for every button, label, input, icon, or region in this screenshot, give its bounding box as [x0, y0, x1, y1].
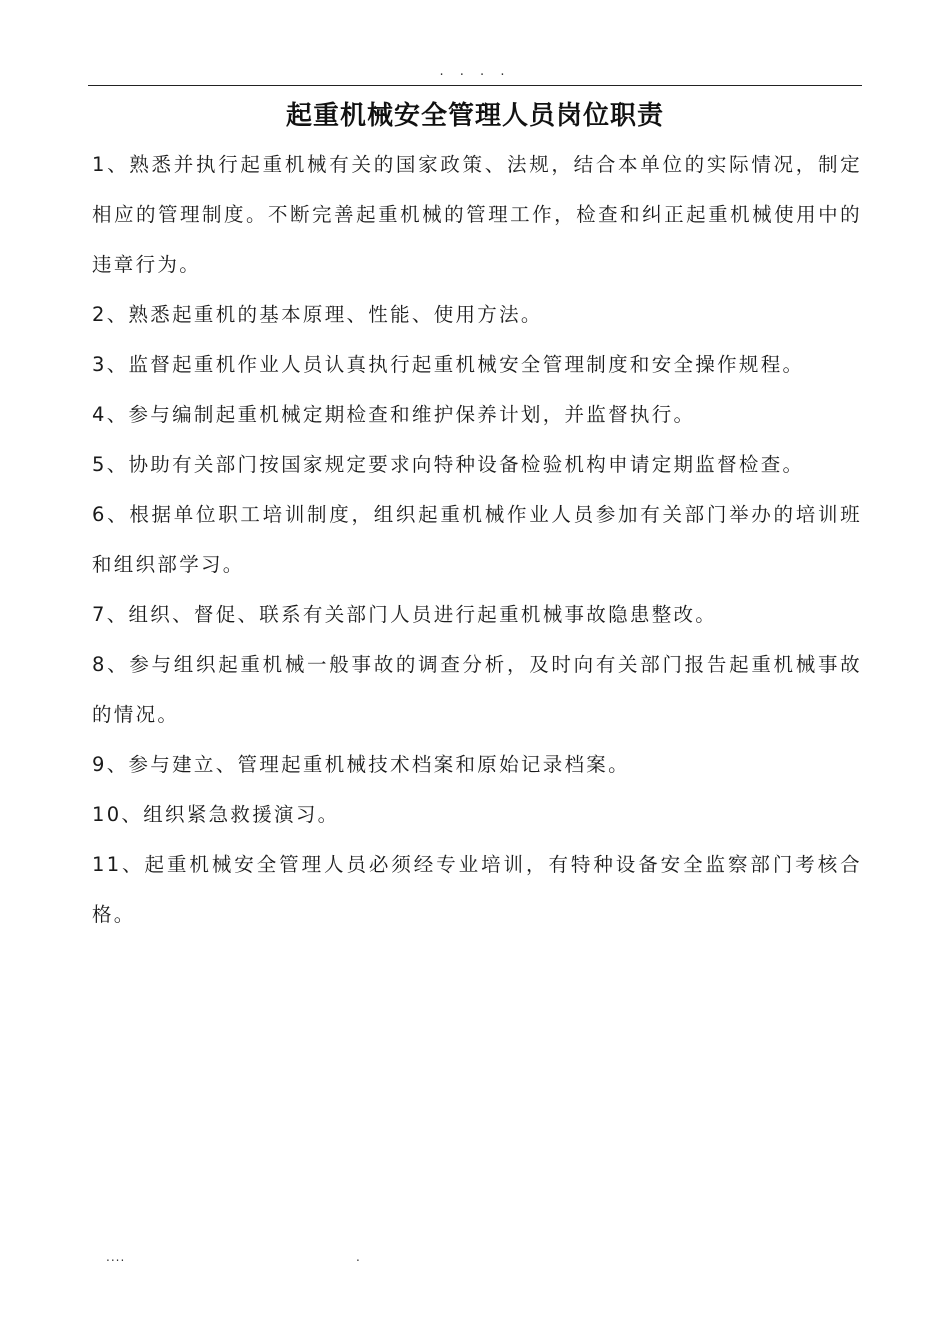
duty-item-8: 8、参与组织起重机械一般事故的调查分析，及时向有关部门报告起重机械事故的情况。: [92, 653, 862, 726]
duty-item-11: 11、起重机械安全管理人员必须经专业培训，有特种设备安全监察部门考核合格。: [92, 853, 862, 926]
duty-item-6: 6、根据单位职工培训制度，组织起重机械作业人员参加有关部门举办的培训班和组织部学习。: [92, 503, 862, 576]
document-title: 起重机械安全管理人员岗位职责: [285, 101, 664, 131]
duty-item-1: 1、熟悉并执行起重机械有关的国家政策、法规，结合本单位的实际情况，制定相应的管理制度。不断完善起重机械的管理工作，检查和纠正起重机械使用中的违章行为。: [92, 153, 862, 276]
header-dots: . . . .: [439, 64, 511, 79]
duty-item-9: 9、参与建立、管理起重机械技术档案和原始记录档案。: [92, 753, 630, 776]
footer-left-dots: ....: [106, 1250, 126, 1264]
duty-item-5: 5、协助有关部门按国家规定要求向特种设备检验机构申请定期监督检查。: [92, 453, 805, 476]
duty-item-3: 3、监督起重机作业人员认真执行起重机械安全管理制度和安全操作规程。: [92, 353, 805, 376]
duty-list: [92, 140, 862, 940]
duty-item-2: 2、熟悉起重机的基本原理、性能、使用方法。: [92, 303, 543, 326]
header-rule: [88, 85, 862, 86]
footer-middle-dot: .: [356, 1250, 360, 1264]
duty-item-4: 4、参与编制起重机械定期检查和维护保养计划，并监督执行。: [92, 403, 696, 426]
duty-item-10: 10、组织紧急救援演习。: [92, 803, 340, 826]
duty-item-7: 7、组织、督促、联系有关部门人员进行起重机械事故隐患整改。: [92, 603, 718, 626]
